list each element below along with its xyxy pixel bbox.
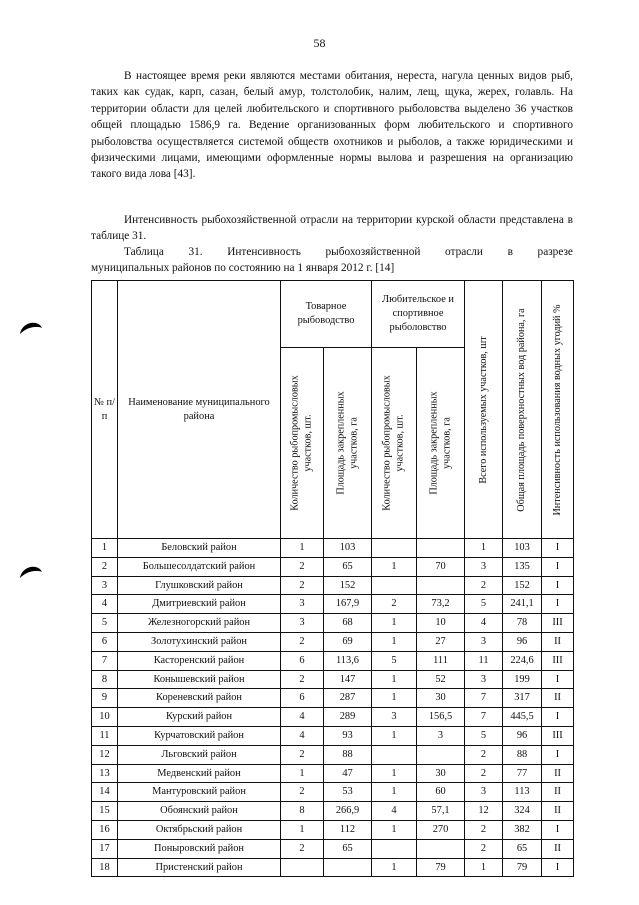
cell-amateur-area: 73,2 [417, 595, 465, 614]
cell-amateur-area: 57,1 [417, 802, 465, 821]
cell-amateur-area: 3 [417, 726, 465, 745]
table-caption [91, 245, 573, 276]
cell-amateur-area: 156,5 [417, 708, 465, 727]
cell-total-count: 3 [465, 557, 503, 576]
cell-row-number: 11 [92, 726, 118, 745]
cell-row-number: 5 [92, 614, 118, 633]
cell-commercial-area: 287 [324, 689, 372, 708]
header-district-name: Наименование муниципального района [118, 281, 281, 539]
cell-row-number: 18 [92, 858, 118, 877]
cell-commercial-area [324, 858, 372, 877]
table-row [92, 745, 574, 764]
cell-total-area: 152 [503, 576, 542, 595]
cell-amateur-count: 1 [372, 783, 417, 802]
cell-intensity-class: III [542, 726, 574, 745]
header-amateur-area-text: Площадь закрепленных участков, га [428, 391, 452, 495]
cell-commercial-area: 68 [324, 614, 372, 633]
caption-word: Интенсивность [227, 246, 301, 258]
cell-commercial-count: 2 [281, 783, 324, 802]
cell-row-number: 8 [92, 670, 118, 689]
header-amateur-fishing: Любительское и спортивное рыболовство [372, 281, 465, 348]
cell-total-area: 382 [503, 820, 542, 839]
page-number: 58 [313, 36, 326, 50]
table-row [92, 708, 574, 727]
paragraph-intensity-intro: Интенсивность рыбохозяйственной отрасли на территории курской области представлена в таблице 31. [91, 214, 573, 243]
header-total-area-text: Общая площадь поверхностных вод района, га [515, 307, 527, 512]
cell-commercial-area: 112 [324, 820, 372, 839]
cell-total-count: 3 [465, 632, 503, 651]
cell-row-number: 2 [92, 557, 118, 576]
caption-line-2: муниципальных районов по состоянию на 1 января 2012 г. [14] [91, 261, 395, 274]
cell-amateur-count: 1 [372, 820, 417, 839]
cell-commercial-area: 103 [324, 539, 372, 558]
cell-commercial-count: 1 [281, 820, 324, 839]
cell-amateur-area [417, 839, 465, 858]
cell-district-name: Курский район [118, 708, 281, 727]
header-commercial-count-text: Количество рыбопромысловых участков, шт. [289, 375, 313, 511]
cell-commercial-count: 2 [281, 632, 324, 651]
header-total-count-text: Всего используемых участков, шт [477, 335, 489, 484]
cell-intensity-class: I [542, 576, 574, 595]
cell-amateur-count: 1 [372, 557, 417, 576]
cell-amateur-count: 5 [372, 651, 417, 670]
cell-commercial-area: 147 [324, 670, 372, 689]
cell-amateur-area: 27 [417, 632, 465, 651]
cell-amateur-area: 60 [417, 783, 465, 802]
header-number: № п/п [92, 281, 118, 539]
cell-amateur-area [417, 576, 465, 595]
cell-total-count: 7 [465, 689, 503, 708]
cell-commercial-area: 69 [324, 632, 372, 651]
cell-commercial-area: 266,9 [324, 802, 372, 821]
table-row [92, 839, 574, 858]
cell-row-number: 10 [92, 708, 118, 727]
cell-amateur-area [417, 539, 465, 558]
cell-commercial-area: 65 [324, 839, 372, 858]
header-total-count [465, 281, 503, 539]
cell-amateur-count: 2 [372, 595, 417, 614]
header-total-area [503, 281, 542, 539]
cell-total-area: 96 [503, 632, 542, 651]
cell-total-count: 2 [465, 820, 503, 839]
cell-intensity-class: II [542, 632, 574, 651]
table-row [92, 557, 574, 576]
cell-total-count: 2 [465, 576, 503, 595]
cell-amateur-count [372, 745, 417, 764]
cell-district-name: Глушковский район [118, 576, 281, 595]
cell-commercial-count: 1 [281, 539, 324, 558]
header-amateur-count-text: Количество рыбопромысловых участков, шт. [381, 375, 406, 511]
cell-total-area: 103 [503, 539, 542, 558]
cell-amateur-count: 1 [372, 764, 417, 783]
cell-total-area: 224,6 [503, 651, 542, 670]
cell-district-name: Пристенский район [118, 858, 281, 877]
cell-intensity-class: II [542, 764, 574, 783]
cell-total-count: 2 [465, 839, 503, 858]
cell-total-area: 445,5 [503, 708, 542, 727]
caption-word: отрасли [445, 246, 483, 258]
cell-total-area: 65 [503, 839, 542, 858]
cell-amateur-count: 4 [372, 802, 417, 821]
table-row [92, 651, 574, 670]
cell-commercial-count: 3 [281, 595, 324, 614]
cell-commercial-count: 2 [281, 670, 324, 689]
cell-total-count: 3 [465, 783, 503, 802]
cell-district-name: Обоянский район [118, 802, 281, 821]
table-row [92, 632, 574, 651]
cell-district-name: Кореневский район [118, 689, 281, 708]
fishery-intensity-table [91, 280, 574, 877]
table-row [92, 783, 574, 802]
cell-commercial-count: 4 [281, 708, 324, 727]
cell-district-name: Большесолдатский район [118, 557, 281, 576]
cell-total-area: 241,1 [503, 595, 542, 614]
cell-total-count: 5 [465, 726, 503, 745]
cell-district-name: Медвенский район [118, 764, 281, 783]
cell-commercial-area: 65 [324, 557, 372, 576]
cell-total-area: 77 [503, 764, 542, 783]
caption-line-1 [91, 245, 573, 261]
header-commercial-count [281, 348, 324, 539]
table-row [92, 539, 574, 558]
cell-amateur-area: 30 [417, 764, 465, 783]
cell-intensity-class: I [542, 595, 574, 614]
header-commercial-area [324, 348, 372, 539]
cell-total-count: 12 [465, 802, 503, 821]
cell-district-name: Поныровский район [118, 839, 281, 858]
header-commercial-fish-farming: Товарное рыбоводство [281, 281, 372, 348]
cell-intensity-class: I [542, 820, 574, 839]
table-row [92, 595, 574, 614]
cell-total-area: 79 [503, 858, 542, 877]
cell-commercial-area: 53 [324, 783, 372, 802]
table-row [92, 764, 574, 783]
cell-total-area: 324 [503, 802, 542, 821]
cell-total-area: 96 [503, 726, 542, 745]
cell-district-name: Касторенский район [118, 651, 281, 670]
cell-commercial-area: 289 [324, 708, 372, 727]
cell-district-name: Октябрьский район [118, 820, 281, 839]
cell-intensity-class: I [542, 708, 574, 727]
cell-intensity-class: I [542, 557, 574, 576]
cell-amateur-count: 1 [372, 858, 417, 877]
cell-district-name: Конышевский район [118, 670, 281, 689]
cell-row-number: 4 [92, 595, 118, 614]
header-intensity-text: Интенсивность использования водных угодий % [551, 303, 563, 516]
table-row [92, 858, 574, 877]
cell-total-area: 135 [503, 557, 542, 576]
cell-district-name: Золотухинский район [118, 632, 281, 651]
caption-word: Таблица [124, 246, 164, 258]
cell-total-count: 11 [465, 651, 503, 670]
caption-word: 31. [188, 246, 203, 258]
cell-amateur-count [372, 576, 417, 595]
cell-commercial-count: 1 [281, 764, 324, 783]
cell-total-area: 113 [503, 783, 542, 802]
cell-row-number: 1 [92, 539, 118, 558]
cell-row-number: 12 [92, 745, 118, 764]
cell-intensity-class: I [542, 745, 574, 764]
cell-district-name: Дмитриевский район [118, 595, 281, 614]
cell-amateur-count [372, 839, 417, 858]
cell-commercial-area: 47 [324, 764, 372, 783]
cell-total-count: 2 [465, 764, 503, 783]
cell-intensity-class: I [542, 858, 574, 877]
table-row [92, 802, 574, 821]
binder-hole-mark-top [18, 318, 44, 336]
cell-intensity-class: III [542, 614, 574, 633]
cell-total-area: 317 [503, 689, 542, 708]
cell-amateur-area: 79 [417, 858, 465, 877]
cell-amateur-area: 52 [417, 670, 465, 689]
cell-total-count: 4 [465, 614, 503, 633]
cell-row-number: 13 [92, 764, 118, 783]
cell-row-number: 9 [92, 689, 118, 708]
cell-commercial-count: 2 [281, 557, 324, 576]
cell-amateur-count: 3 [372, 708, 417, 727]
table-row [92, 689, 574, 708]
cell-amateur-area: 70 [417, 557, 465, 576]
cell-commercial-count: 3 [281, 614, 324, 633]
cell-commercial-area: 152 [324, 576, 372, 595]
cell-total-count: 7 [465, 708, 503, 727]
cell-row-number: 6 [92, 632, 118, 651]
cell-intensity-class: I [542, 539, 574, 558]
table-row [92, 726, 574, 745]
binder-hole-mark-bottom [18, 562, 44, 580]
cell-district-name: Железногорский район [118, 614, 281, 633]
cell-row-number: 14 [92, 783, 118, 802]
table-row [92, 820, 574, 839]
cell-total-area: 88 [503, 745, 542, 764]
cell-intensity-class: I [542, 670, 574, 689]
cell-amateur-count: 1 [372, 670, 417, 689]
header-amateur-area [417, 348, 465, 539]
cell-intensity-class: II [542, 839, 574, 858]
table-row [92, 670, 574, 689]
cell-commercial-count: 2 [281, 745, 324, 764]
cell-commercial-count: 4 [281, 726, 324, 745]
header-amateur-count [372, 348, 417, 539]
cell-intensity-class: II [542, 783, 574, 802]
cell-commercial-count: 2 [281, 839, 324, 858]
cell-amateur-area: 111 [417, 651, 465, 670]
cell-total-count: 2 [465, 745, 503, 764]
caption-word: в [507, 246, 513, 258]
cell-amateur-count [372, 539, 417, 558]
header-intensity [542, 281, 574, 539]
cell-intensity-class: III [542, 651, 574, 670]
cell-row-number: 7 [92, 651, 118, 670]
cell-commercial-area: 88 [324, 745, 372, 764]
cell-row-number: 15 [92, 802, 118, 821]
cell-commercial-count: 2 [281, 576, 324, 595]
cell-commercial-area: 93 [324, 726, 372, 745]
cell-amateur-area: 30 [417, 689, 465, 708]
cell-district-name: Мантуровский район [118, 783, 281, 802]
cell-commercial-count: 8 [281, 802, 324, 821]
cell-amateur-count: 1 [372, 632, 417, 651]
cell-total-area: 78 [503, 614, 542, 633]
cell-amateur-area: 270 [417, 820, 465, 839]
cell-intensity-class: II [542, 802, 574, 821]
cell-row-number: 3 [92, 576, 118, 595]
caption-word: рыбохозяйственной [325, 246, 421, 258]
cell-total-area: 199 [503, 670, 542, 689]
cell-district-name: Беловский район [118, 539, 281, 558]
cell-total-count: 1 [465, 858, 503, 877]
cell-district-name: Льговский район [118, 745, 281, 764]
paragraph-habitats: В настоящее время реки являются местами обитания, нереста, нагула ценных видов рыб, таких как судак, карп, сазан, белый амур, толстолобик, налим, лещ, щука, жерех, голавль. На территории области для целей любительского и спортивного рыболовства выделено 36 участков общей площадью 1586,9 га. Ведение организованных форм любительского и спортивного рыболовства осуществляется системой обществ охотников и рыболов, а также юридическими и физическими лицами, имеющими оформленные нормы вылова и разрешения на организацию такого вида лова [43]. [91, 70, 573, 181]
cell-commercial-count: 6 [281, 651, 324, 670]
table-row [92, 614, 574, 633]
cell-district-name: Курчатовский район [118, 726, 281, 745]
cell-amateur-count: 1 [372, 614, 417, 633]
cell-amateur-area: 10 [417, 614, 465, 633]
header-commercial-area-text: Площадь закрепленных участков, га [335, 391, 359, 495]
cell-commercial-area: 113,6 [324, 651, 372, 670]
cell-row-number: 17 [92, 839, 118, 858]
cell-commercial-count [281, 858, 324, 877]
cell-amateur-count: 1 [372, 689, 417, 708]
cell-row-number: 16 [92, 820, 118, 839]
table-row [92, 576, 574, 595]
cell-total-count: 5 [465, 595, 503, 614]
cell-commercial-count: 6 [281, 689, 324, 708]
cell-total-count: 3 [465, 670, 503, 689]
cell-amateur-area [417, 745, 465, 764]
cell-total-count: 1 [465, 539, 503, 558]
cell-intensity-class: II [542, 689, 574, 708]
cell-amateur-count: 1 [372, 726, 417, 745]
cell-commercial-area: 167,9 [324, 595, 372, 614]
caption-word: разрезе [537, 246, 573, 258]
table-body [92, 539, 574, 877]
